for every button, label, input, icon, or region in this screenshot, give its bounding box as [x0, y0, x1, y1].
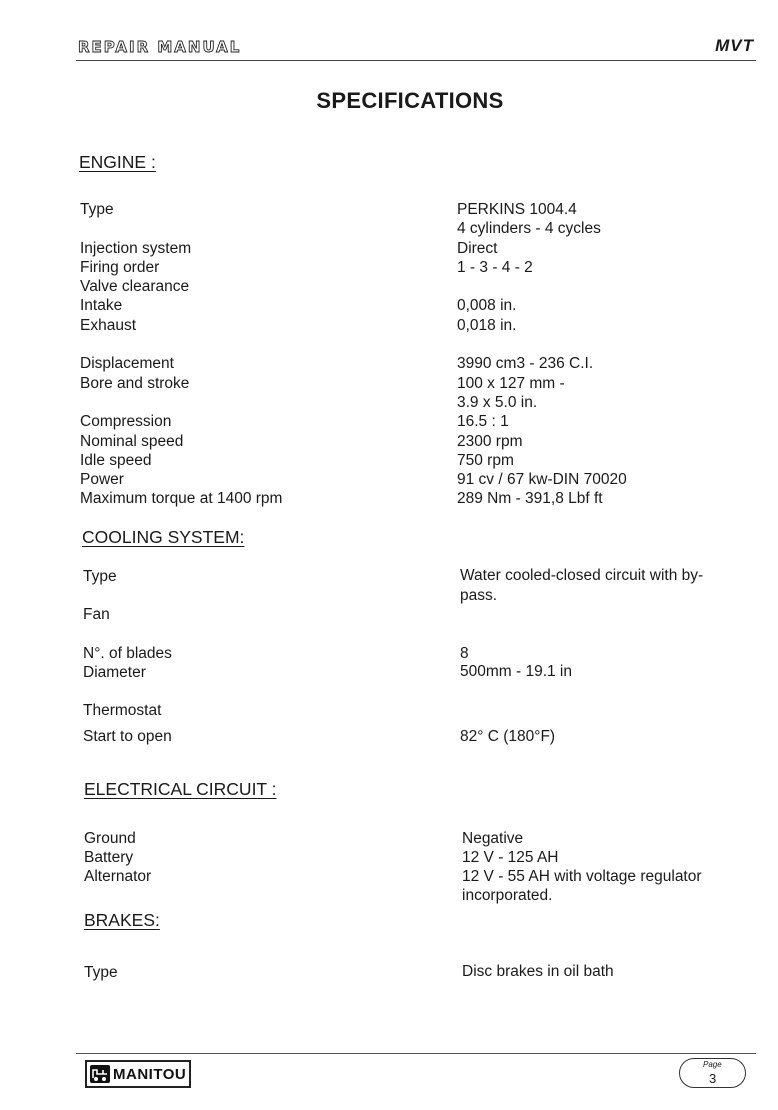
spec-value: 4 cylinders - 4 cycles: [457, 220, 601, 238]
spec-label: [80, 335, 282, 354]
spec-label: [80, 219, 282, 238]
spec-label: Firing order: [80, 258, 160, 276]
manitou-logo: [85, 1060, 191, 1088]
ground-label: Ground: [84, 830, 136, 847]
diameter-value: 500mm - 19.1 in: [460, 663, 572, 680]
spec-value: 3990 cm3 - 236 C.I.: [457, 355, 594, 373]
spec-value: 2300 rpm: [457, 432, 523, 450]
battery-value: 12 V - 125 AH: [462, 849, 559, 866]
cooling-type-label: Type: [83, 568, 117, 585]
spec-value: 1 - 3 - 4 - 2: [457, 258, 533, 276]
engine-labels: [80, 200, 282, 509]
blades-value: 8: [460, 645, 469, 662]
spec-label: Intake: [80, 297, 123, 315]
spec-value: 91 cv / 67 kw-DIN 70020: [457, 471, 627, 489]
cooling-type-value-cont: pass.: [460, 587, 498, 604]
spec-value: 750 rpm: [457, 451, 514, 469]
spec-label: Power: [80, 471, 124, 489]
fan-label: Fan: [83, 606, 110, 623]
spec-value: 100 x 127 mm -: [457, 374, 565, 392]
start-to-open-value: 82° C (180°F): [460, 728, 556, 745]
forklift-icon: [87, 1062, 113, 1086]
alternator-value: 12 V - 55 AH with voltage regulator: [462, 868, 702, 885]
blades-label: N°. of blades: [83, 645, 172, 662]
spec-label: Nominal speed: [80, 432, 184, 450]
spec-value: 0,018 in.: [457, 316, 517, 334]
page-label: Page: [703, 1060, 722, 1069]
spec-label: Bore and stroke: [80, 374, 190, 392]
ground-value: Negative: [462, 830, 524, 847]
thermostat-label: Thermostat: [83, 702, 162, 719]
spec-value: 3.9 x 5.0 in.: [457, 393, 538, 411]
page-number: 3: [709, 1071, 717, 1086]
spec-value: 289 Nm - 391,8 Lbf ft: [457, 490, 603, 508]
spec-label: Maximum torque at 1400 rpm: [80, 490, 283, 508]
engine-heading: ENGINE :: [79, 152, 156, 172]
electrical-heading: ELECTRICAL CIRCUIT :: [84, 779, 277, 799]
spec-label: Type: [80, 201, 114, 218]
model-name: MVT: [715, 36, 754, 55]
alternator-value-cont: incorporated.: [462, 887, 553, 904]
logo-text: MANITOU: [113, 1065, 187, 1083]
spec-label: Valve clearance: [80, 278, 190, 296]
spec-value: 0,008 in.: [457, 297, 517, 315]
spec-label: Exhaust: [80, 316, 137, 334]
battery-label: Battery: [84, 849, 134, 866]
spec-label: Injection system: [80, 239, 192, 257]
spec-value: [457, 277, 627, 296]
spec-label: Idle speed: [80, 451, 152, 469]
spec-label: Displacement: [80, 355, 174, 373]
spec-value: Direct: [457, 239, 498, 257]
header-rule: [76, 60, 756, 61]
brakes-type-value: Disc brakes in oil bath: [462, 963, 614, 980]
brakes-heading: BRAKES:: [84, 910, 160, 930]
manual-title: REPAIR MANUAL: [78, 38, 242, 56]
spec-label: Compression: [80, 413, 172, 431]
engine-values: [457, 200, 627, 509]
page-title: SPECIFICATIONS: [316, 88, 504, 113]
cooling-type-value: Water cooled-closed circuit with by-: [460, 567, 704, 584]
spec-value: PERKINS 1004.4: [457, 201, 577, 218]
spec-value: 16.5 : 1: [457, 413, 509, 431]
alternator-label: Alternator: [84, 868, 152, 885]
cooling-heading: COOLING SYSTEM:: [82, 527, 245, 547]
diameter-label: Diameter: [83, 664, 146, 681]
start-to-open-label: Start to open: [83, 728, 172, 745]
footer-rule: [76, 1053, 756, 1054]
brakes-type-label: Type: [84, 964, 118, 981]
spec-value: [457, 335, 627, 354]
spec-label: [80, 393, 282, 412]
